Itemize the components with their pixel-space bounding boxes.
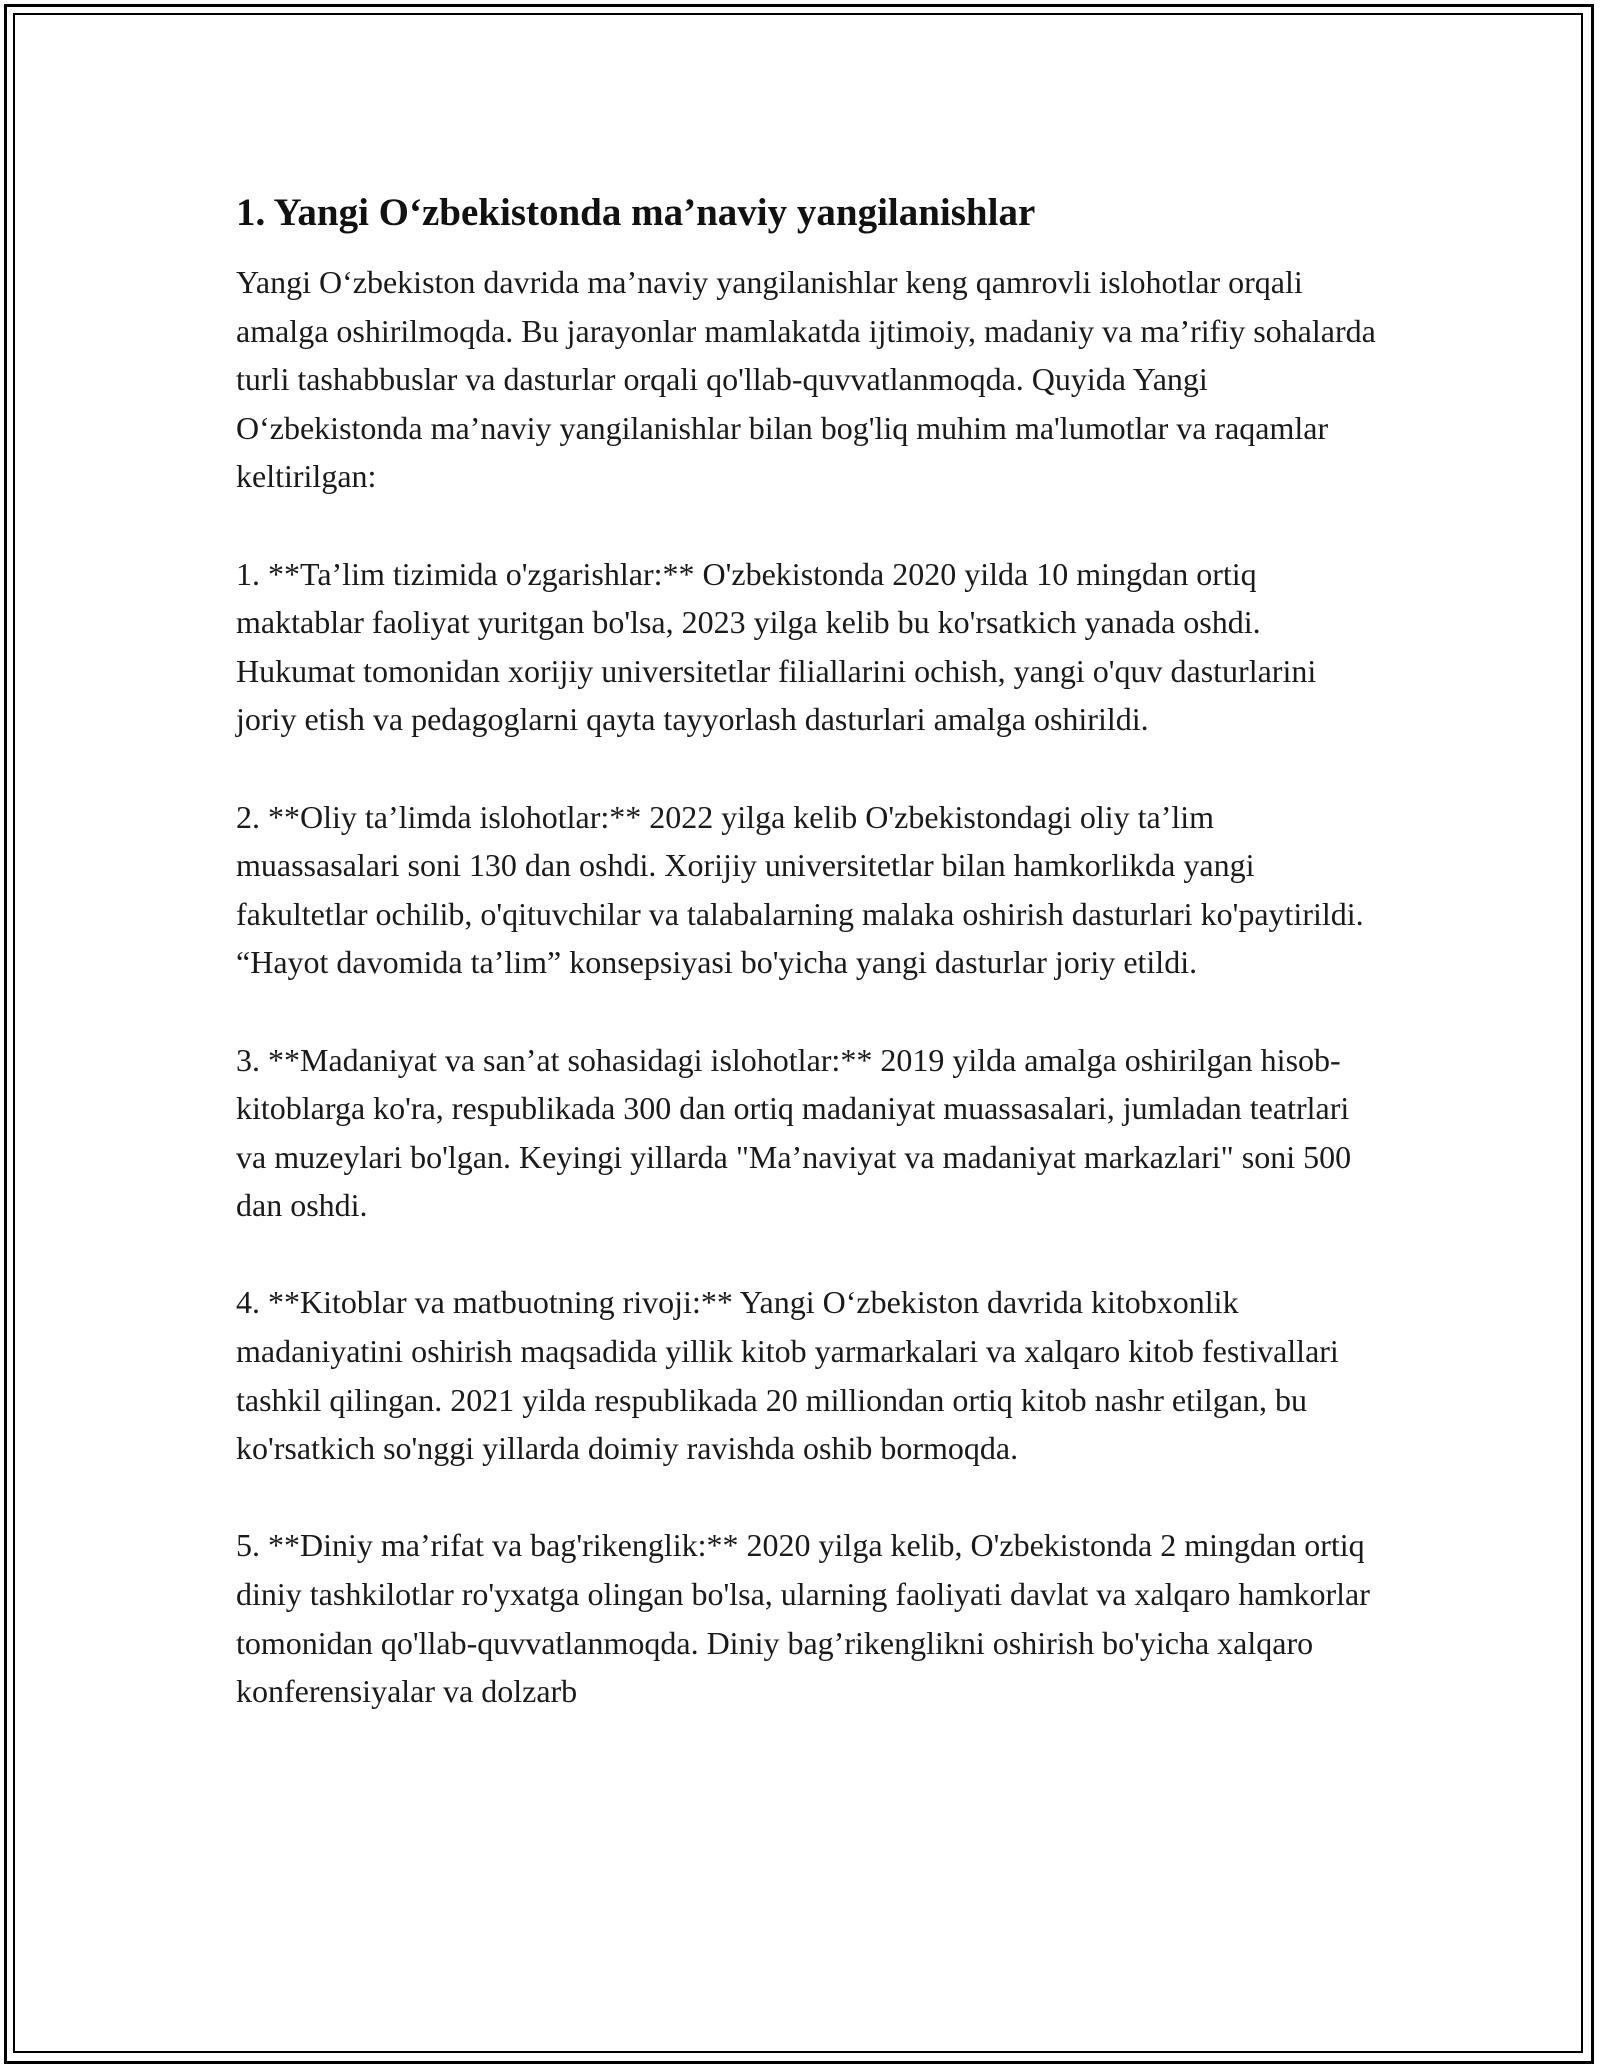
list-item-education: 1. **Ta’lim tizimida o'zgarishlar:** O'zbekistonda 2020 yilda 10 mingdan ortiq maktablar faoliyat yuritgan bo'lsa, 2023 yilga kelib bu ko'rsatkich yanada oshdi. Hukumat tomonidan xorijiy universitetlar filiallarini ochish, yangi o'quv dasturlarini joriy etish va pedagoglarni qayta tayyorlash dasturlari amalga oshirildi. <box>236 555 1317 738</box>
list-item-religious-tolerance: 5. **Diniy ma’rifat va bag'rikenglik:** 2020 yilga kelib, O'zbekistonda 2 mingdan ortiq diniy tashkilotlar ro'yxatga olingan bo'lsa, ularning faoliyati davlat va xalqaro hamkorlar tomonidan qo'llab-quvvatlanmoqda. Diniy bag’rikenglikni oshirish bo'yicha xalqaro konferensiyalar va dolzarb <box>236 1527 1370 1710</box>
list-item-culture-arts: 3. **Madaniyat va san’at sohasidagi islohotlar:** 2019 yilda amalga oshirilgan hisob-kitoblarga ko'ra, respublikada 300 dan ortiq madaniyat muassasalari, jumladan teatrlari va muzeylari bo'lgan. Keyingi yillarda "Ma’naviyat va madaniyat markazlari" soni 500 dan oshdi. <box>236 1041 1352 1224</box>
document-body <box>236 188 1376 1716</box>
intro-paragraph: Yangi O‘zbekiston davrida ma’naviy yangilanishlar keng qamrovli islohotlar orqali amalga oshirilmoqda. Bu jarayonlar mamlakatda ijtimoiy, madaniy va ma’rifiy sohalarda turli tashabbuslar va dasturlar orqali qo'llab-quvvatlanmoqda. Quyida Yangi O‘zbekistonda ma’naviy yangilanishlar bilan bog'liq muhim ma'lumotlar va raqamlar keltirilgan: <box>236 264 1376 495</box>
list-item-books-press: 4. **Kitoblar va matbuotning rivoji:** Yangi O‘zbekiston davrida kitobxonlik madaniyatini oshirish maqsadida yillik kitob yarmarkalari va xalqaro kitob festivallari tashkil qilingan. 2021 yilda respublikada 20 milliondan ortiq kitob nashr etilgan, bu ko'rsatkich so'nggi yillarda doimiy ravishda oshib bormoqda. <box>236 1284 1339 1467</box>
list-item-higher-education: 2. **Oliy ta’limda islohotlar:** 2022 yilga kelib O'zbekistondagi oliy ta’lim muassasalari soni 130 dan oshdi. Xorijiy universitetlar bilan hamkorlikda yangi fakultetlar ochilib, o'qituvchilar va talabalarning malaka oshirish dasturlari ko'paytirildi. “Hayot davomida ta’lim” konsepsiyasi bo'yicha yangi dasturlar joriy etildi. <box>236 798 1364 981</box>
section-heading: 1. Yangi O‘zbekistonda ma’naviy yangilanishlar <box>236 191 1036 234</box>
